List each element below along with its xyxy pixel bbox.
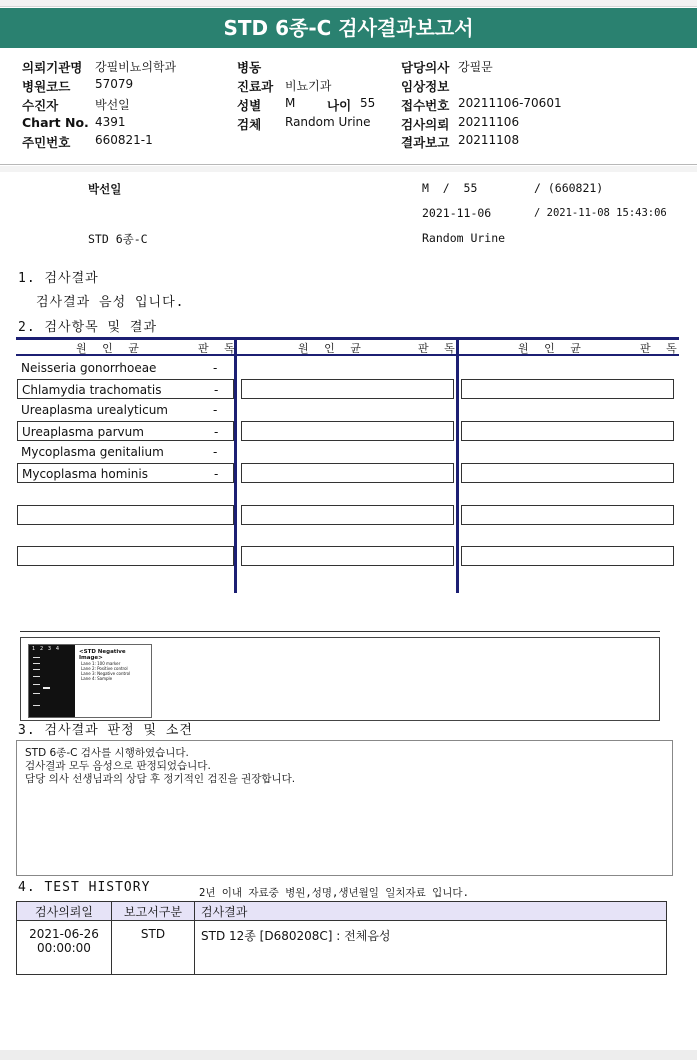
gel-legend-item: Lane 2: Positive control xyxy=(81,666,128,671)
specimen-value: Random Urine xyxy=(285,115,371,129)
table-row xyxy=(17,421,234,441)
summary-sex-age: M / 55 xyxy=(422,181,478,195)
empty-row-box xyxy=(461,546,674,566)
empty-row-box xyxy=(241,421,454,441)
specimen-label: 검체 xyxy=(237,117,262,132)
age-value: 55 xyxy=(360,96,376,110)
opinion-line: 검사결과 모두 음성으로 판정되었습니다. xyxy=(25,760,211,772)
result-value: - xyxy=(214,467,219,481)
summary-specimen: Random Urine xyxy=(422,231,506,245)
table-row xyxy=(17,442,234,462)
dept-label: 진료과 xyxy=(237,79,274,94)
result-value: - xyxy=(213,361,218,375)
table-row xyxy=(17,400,234,420)
result-value: - xyxy=(214,383,219,397)
section-4-heading: 4. TEST HISTORY xyxy=(18,880,151,895)
empty-row-box xyxy=(241,546,454,566)
column-divider xyxy=(456,337,459,593)
result-value: - xyxy=(213,445,218,459)
organism-name: Ureaplasma parvum xyxy=(22,425,144,439)
summary-name: 박선일 xyxy=(88,182,122,196)
hospital-code-label: 병원코드 xyxy=(22,79,71,94)
history-result: STD 12종 [D680208C] : 전체음성 xyxy=(195,921,667,975)
gel-legend xyxy=(81,661,130,681)
empty-row-box xyxy=(241,379,454,399)
col-header-result: 판 독 xyxy=(418,342,461,355)
sex-value: M xyxy=(285,96,296,110)
summary-test-name: STD 6종-C xyxy=(88,232,148,246)
organism-name: Chlamydia trachomatis xyxy=(22,383,162,397)
gel-image xyxy=(28,644,152,718)
section-2-heading: 2. 검사항목 및 결과 xyxy=(18,320,158,335)
column-divider xyxy=(234,337,237,593)
ward-label: 병동 xyxy=(237,60,262,75)
empty-row-box xyxy=(461,505,674,525)
col-header-result: 판 독 xyxy=(198,342,241,355)
empty-row-box xyxy=(461,421,674,441)
history-row xyxy=(17,921,667,975)
empty-row-box xyxy=(241,463,454,483)
organism-name: Mycoplasma genitalium xyxy=(21,445,164,459)
report-label: 결과보고 xyxy=(401,135,450,150)
section-1-text: 검사결과 음성 입니다. xyxy=(36,295,185,310)
history-note: 2년 이내 자료중 병원,성명,생년월일 일치자료 입니다. xyxy=(199,887,469,899)
resident-no-label: 주민번호 xyxy=(22,135,71,150)
gel-legend-item: Lane 1: 100 marker xyxy=(81,661,121,666)
history-col-date: 검사의뢰일 xyxy=(17,902,112,921)
resident-no-value: 660821-1 xyxy=(95,133,153,147)
empty-row-box xyxy=(461,463,674,483)
institution-value: 강필비뇨의학과 xyxy=(95,60,177,74)
history-date-cell xyxy=(17,921,112,975)
examinee-label: 수진자 xyxy=(22,98,59,113)
header-divider-shade xyxy=(0,166,697,172)
history-table xyxy=(16,901,667,975)
col-header-result: 판 독 xyxy=(640,342,683,355)
hospital-code-value: 57079 xyxy=(95,77,134,91)
result-value: - xyxy=(214,425,219,439)
summary-birth: / (660821) xyxy=(534,181,604,195)
request-label: 검사의뢰 xyxy=(401,117,450,132)
window-bottom-strip xyxy=(0,1050,697,1060)
section-1-heading: 1. 검사결과 xyxy=(18,271,99,286)
empty-row-box xyxy=(17,505,234,525)
history-col-type: 보고서구분 xyxy=(112,902,195,921)
empty-row-box xyxy=(17,546,234,566)
organism-name: Ureaplasma urealyticum xyxy=(21,403,168,417)
examinee-value: 박선일 xyxy=(95,98,130,112)
doctor-value: 강필문 xyxy=(458,60,493,74)
gel-lane-numbers: 1 2 3 4 xyxy=(32,646,60,652)
dept-value: 비뇨기과 xyxy=(285,79,332,93)
opinion-line: STD 6종-C 검사를 시행하였습니다. xyxy=(25,747,189,759)
report-title: STD 6종-C 검사결과보고서 xyxy=(0,8,697,48)
report-value: 20211108 xyxy=(458,133,520,147)
receipt-value: 20211106-70601 xyxy=(458,96,562,110)
table-row xyxy=(17,379,234,399)
history-col-result: 검사결과 xyxy=(195,902,667,921)
opinion-box xyxy=(16,740,673,876)
col-header-organism: 원 인 균 xyxy=(76,342,145,355)
summary-collect-date: 2021-11-06 xyxy=(422,206,492,220)
table-row xyxy=(17,358,234,378)
section-3-heading: 3. 검사결과 판정 및 소견 xyxy=(18,723,193,738)
institution-label: 의뢰기관명 xyxy=(22,60,83,75)
request-value: 20211106 xyxy=(458,115,520,129)
table-row xyxy=(17,463,234,483)
age-label: 나이 xyxy=(327,98,352,113)
result-value: - xyxy=(213,403,218,417)
header-divider xyxy=(0,164,697,165)
organism-name: Neisseria gonorrhoeae xyxy=(21,361,157,375)
gel-caption: <STD Negative Image> xyxy=(79,649,126,661)
window-top-strip xyxy=(0,0,697,7)
chart-no-value: 4391 xyxy=(95,115,126,129)
doctor-label: 담당의사 xyxy=(401,60,450,75)
gel-legend-item: Lane 4: Sample xyxy=(81,676,113,681)
receipt-label: 접수번호 xyxy=(401,98,450,113)
history-date: 2021-06-26 xyxy=(29,927,99,941)
history-type: STD xyxy=(112,921,195,975)
image-area-top-rule xyxy=(20,631,660,632)
col-header-organism: 원 인 균 xyxy=(518,342,587,355)
gel-legend-item: Lane 3: Negative control xyxy=(81,671,131,676)
gel-photo xyxy=(29,645,75,717)
sex-label: 성별 xyxy=(237,98,262,113)
organism-name: Mycoplasma hominis xyxy=(22,467,148,481)
clinical-label: 임상정보 xyxy=(401,79,450,94)
opinion-line: 담당 의사 선생님과의 상담 후 정기적인 검진을 권장합니다. xyxy=(25,773,296,785)
summary-report-datetime: / 2021-11-08 15:43:06 xyxy=(534,207,667,219)
col-header-organism: 원 인 균 xyxy=(298,342,367,355)
chart-no-label: Chart No. xyxy=(22,115,89,130)
empty-row-box xyxy=(461,379,674,399)
empty-row-box xyxy=(241,505,454,525)
history-time: 00:00:00 xyxy=(37,941,91,955)
